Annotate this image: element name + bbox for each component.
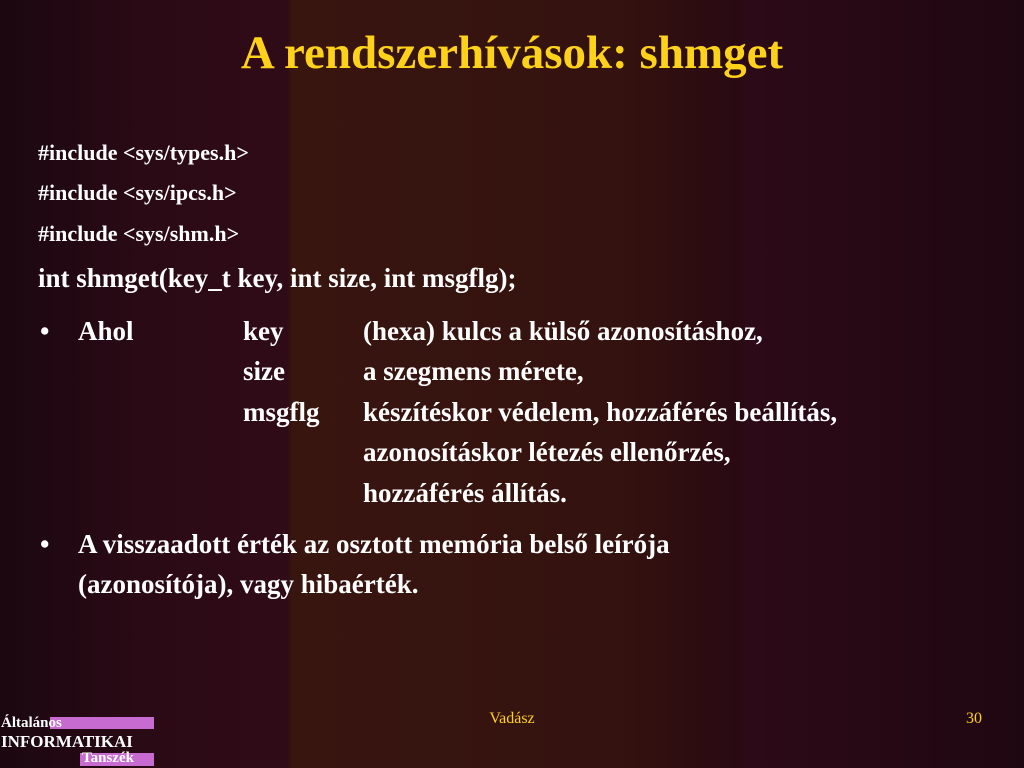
- bullet2-line-1: A visszaadott érték az osztott memória belső leírója: [78, 529, 670, 559]
- page-number: 30: [966, 710, 982, 727]
- param-desc-msgflg-3: hozzáférés állítás.: [363, 478, 567, 508]
- slide-title: A rendszerhívások: shmget: [240, 27, 784, 79]
- include-line-ipcs: #include <sys/ipcs.h>: [38, 180, 237, 205]
- logo-text-altalanos: Általános: [1, 715, 62, 731]
- include-line-types: #include <sys/types.h>: [38, 140, 249, 165]
- bullet-marker: •: [40, 529, 50, 559]
- param-desc-key: (hexa) kulcs a külső azonosításhoz,: [363, 316, 763, 346]
- param-desc-msgflg-1: készítéskor védelem, hozzáférés beállítás,: [363, 397, 838, 427]
- bullet-label-ahol: Ahol: [78, 316, 134, 346]
- department-logo: [0, 716, 156, 766]
- param-desc-size: a szegmens mérete,: [363, 356, 584, 386]
- logo-bar-top: [50, 717, 154, 729]
- bullet2-line-2: (azonosítója), vagy hibaérték.: [78, 569, 419, 599]
- bullet-marker: •: [40, 316, 50, 346]
- param-desc-msgflg-2: azonosításkor létezés ellenőrzés,: [363, 437, 731, 467]
- logo-text-informatikai: INFORMATIKAI: [1, 732, 133, 751]
- footer-author: Vadász: [489, 710, 535, 727]
- include-line-shm: #include <sys/shm.h>: [38, 221, 240, 246]
- param-name-msgflg: msgflg: [243, 397, 320, 427]
- param-name-key: key: [243, 316, 284, 346]
- logo-text-tanszek: Tanszék: [82, 750, 134, 766]
- function-signature: int shmget(key_t key, int size, int msgflg);: [38, 263, 517, 293]
- param-name-size: size: [243, 356, 285, 386]
